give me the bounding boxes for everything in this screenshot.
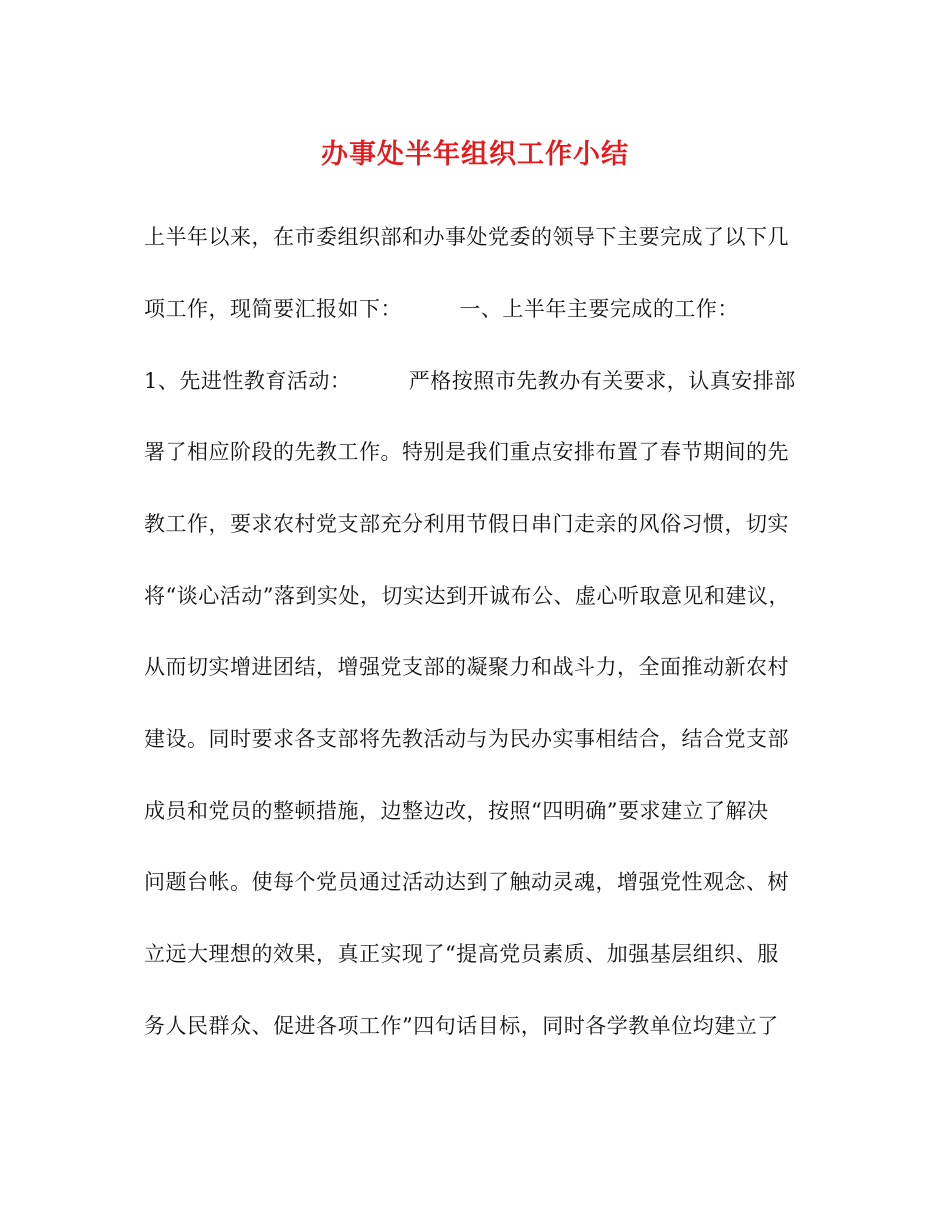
paragraph-line: 成员和党员的整顿措施，边整边改，按照“四明确”要求建立了解决 (144, 799, 769, 823)
paragraph-line: 从而切实增进团结，增强党支部的凝聚力和战斗力，全面推动新农村 (144, 655, 789, 679)
paragraph-line: 项工作，现简要汇报如下： 一、上半年主要完成的工作： (144, 297, 739, 321)
paragraph-line: 务人民群众、促进各项工作”四句话目标，同时各学教单位均建立了 (144, 1014, 779, 1038)
paragraph-line: 问题台帐。使每个党员通过活动达到了触动灵魂，增强党性观念、树 (144, 870, 789, 894)
paragraph-line: 建设。同时要求各支部将先教活动与为民办实事相结合，结合党支部 (144, 727, 789, 751)
paragraph-line: 上半年以来，在市委组织部和办事处党委的领导下主要完成了以下几 (144, 225, 789, 249)
paragraph-line: 1、先进性教育活动： 严格按照市先教办有关要求，认真安排部 (144, 369, 796, 393)
paragraph-line: 立远大理想的效果，真正实现了“提高党员素质、加强基层组织、服 (144, 942, 779, 966)
document-title: 办事处半年组织工作小结 (321, 139, 629, 170)
paragraph-line: 教工作，要求农村党支部充分利用节假日串门走亲的风俗习惯，切实 (144, 512, 789, 536)
paragraph-line: 将“谈心活动”落到实处，切实达到开诚布公、虚心听取意见和建议， (144, 584, 790, 608)
paragraph-line: 署了相应阶段的先教工作。特别是我们重点安排布置了春节期间的先 (144, 440, 789, 464)
